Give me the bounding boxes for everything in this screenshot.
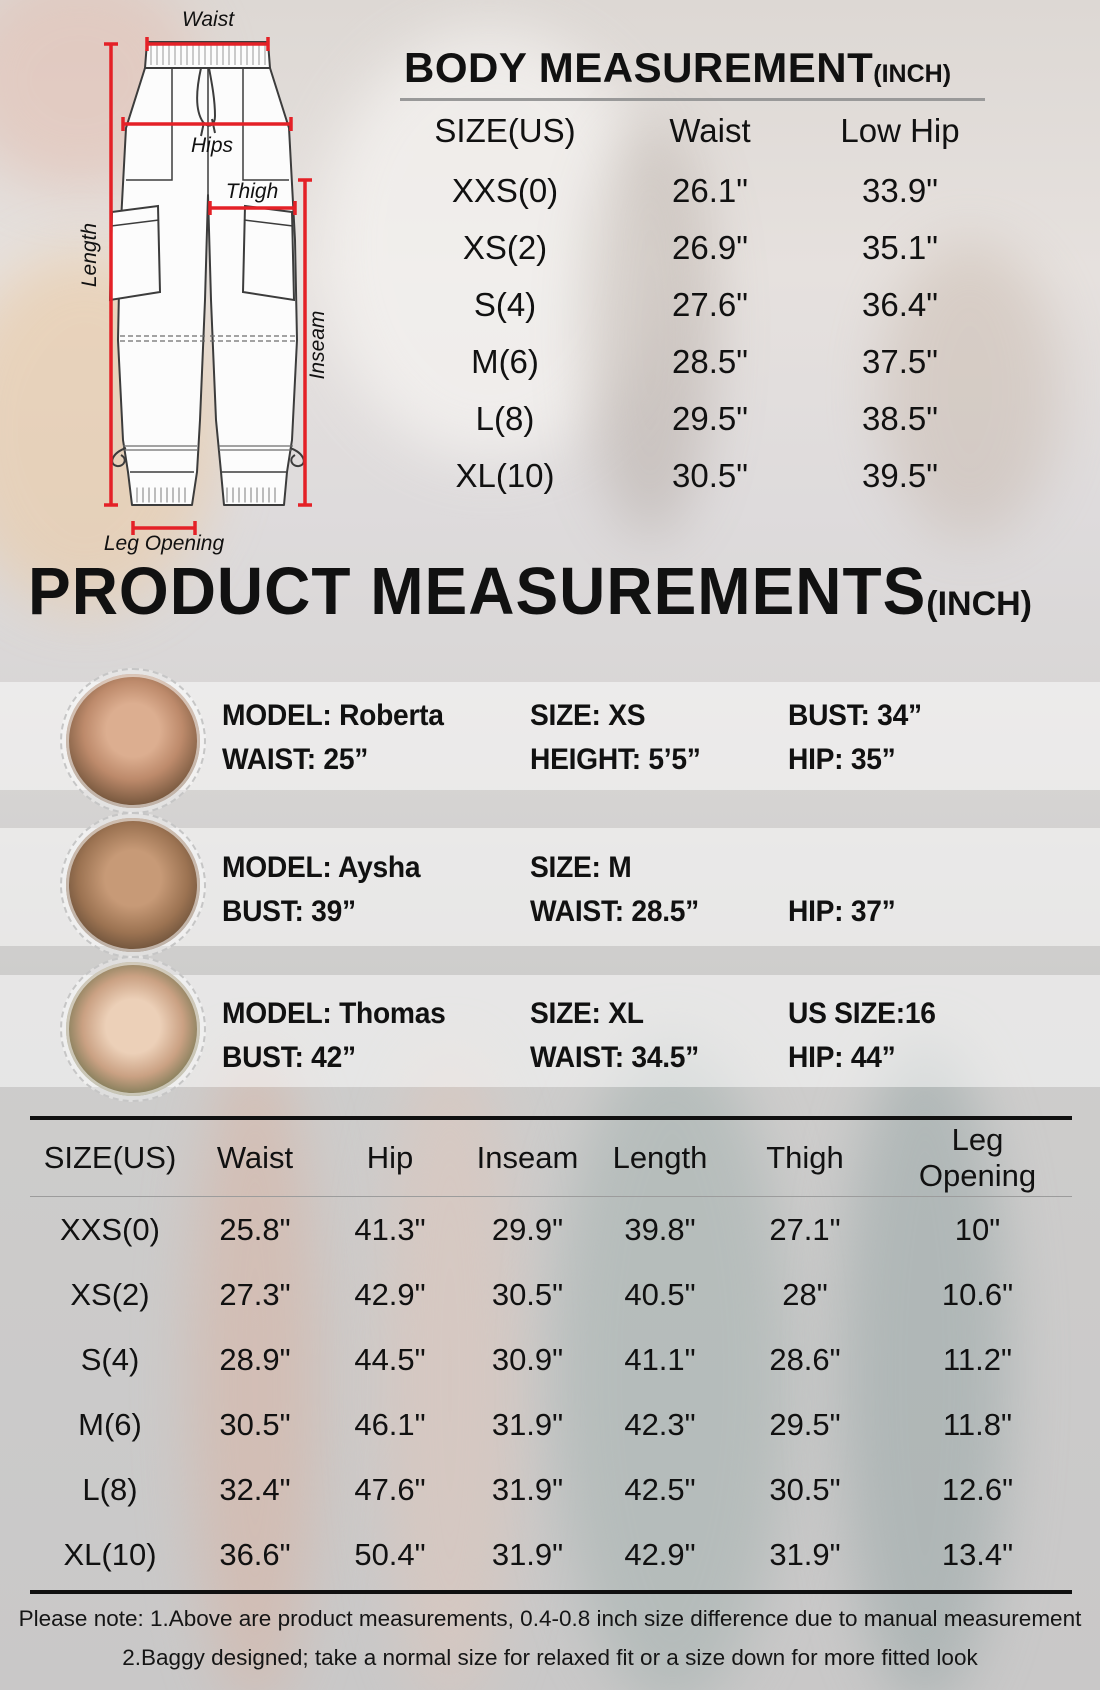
product-measurements-unit: (INCH) <box>926 585 1033 623</box>
hip-cell: 44.5" <box>354 1341 426 1377</box>
model-avatar <box>66 962 200 1096</box>
lowhip-cell: 36.4" <box>862 285 938 323</box>
model-photo-roberta <box>60 668 206 814</box>
model-bust: BUST: 42” <box>222 1041 356 1074</box>
leg-opening-label: Leg Opening <box>103 532 225 555</box>
thigh-cell: 29.5" <box>769 1406 841 1442</box>
thigh-label: Thigh <box>225 180 279 203</box>
size-cell: XXS(0) <box>451 171 559 209</box>
product-measurements-title-text: PRODUCT MEASUREMENTS <box>28 553 927 629</box>
legopening-cell: 12.6" <box>941 1471 1014 1507</box>
model-height: HEIGHT: 5’5” <box>530 743 701 776</box>
length-cell: 42.5" <box>624 1471 696 1507</box>
waist-cell: 28.5" <box>672 342 748 380</box>
lowhip-cell: 38.5" <box>862 399 938 437</box>
column-header: Length <box>612 1140 708 1175</box>
model-hip: HIP: 37” <box>788 895 896 928</box>
column-header: Waist <box>216 1140 294 1175</box>
model-size: SIZE: M <box>530 851 632 884</box>
model-size: SIZE: XL <box>530 997 644 1030</box>
size-cell: L(8) <box>82 1471 138 1507</box>
product-measurements-title <box>28 553 1033 630</box>
hip-cell: 46.1" <box>354 1406 426 1442</box>
legopening-cell: 11.8" <box>942 1406 1013 1442</box>
lowhip-cell: 35.1" <box>862 228 938 266</box>
size-cell: L(8) <box>475 399 535 437</box>
model-bust: BUST: 39” <box>222 895 356 928</box>
model-size: SIZE: XS <box>530 699 646 732</box>
waist-cell: 27.3" <box>219 1276 291 1312</box>
thigh-cell: 31.9" <box>769 1536 841 1572</box>
waist-cell: 26.9" <box>672 228 748 266</box>
model-row-3-col-1 <box>222 992 460 1080</box>
hip-cell: 50.4" <box>354 1536 426 1572</box>
model-row-3-col-2 <box>530 992 710 1080</box>
body-measurement-table <box>395 100 995 504</box>
model-hip: HIP: 44” <box>788 1041 896 1074</box>
model-avatar <box>66 818 200 952</box>
waist-cell: 26.1" <box>672 171 748 209</box>
size-cell: XS(2) <box>462 228 548 266</box>
legopening-cell: 10" <box>954 1211 1001 1247</box>
column-header: SIZE(US) <box>434 112 576 149</box>
waist-cell: 30.5" <box>672 456 748 494</box>
length-cell: 42.9" <box>624 1536 696 1572</box>
model-photo-aysha <box>60 812 206 958</box>
pants-diagram <box>60 0 340 555</box>
thigh-cell: 28.6" <box>769 1341 841 1377</box>
inseam-cell: 30.9" <box>491 1341 564 1377</box>
length-label: Length <box>78 222 101 288</box>
size-cell: XS(2) <box>70 1276 150 1312</box>
model-row-2-col-1 <box>222 846 433 934</box>
waist-cell: 36.6" <box>219 1536 291 1572</box>
legopening-cell: 10.6" <box>941 1276 1014 1312</box>
waist-cell: 30.5" <box>219 1406 291 1442</box>
waist-cell: 32.4" <box>219 1471 291 1507</box>
model-name: MODEL: Roberta <box>222 699 444 732</box>
model-row-2-col-3 <box>788 846 902 934</box>
waist-cell: 28.9" <box>219 1341 291 1377</box>
size-cell: S(4) <box>473 285 537 323</box>
model-row-2-col-2 <box>530 846 710 934</box>
size-cell: XXS(0) <box>60 1211 160 1247</box>
model-hip: HIP: 35” <box>788 743 896 776</box>
size-cell: XL(10) <box>455 456 555 494</box>
model-row-1-col-3 <box>788 694 930 782</box>
waist-label: Waist <box>181 8 235 31</box>
size-cell: M(6) <box>78 1406 142 1442</box>
length-cell: 42.3" <box>624 1406 696 1442</box>
hip-cell: 42.9" <box>354 1276 426 1312</box>
size-table-body <box>30 1197 1070 1587</box>
model-empty <box>788 846 895 890</box>
legopening-cell: 11.2" <box>942 1341 1013 1377</box>
waist-cell: 29.5" <box>672 399 748 437</box>
thigh-cell: 28" <box>782 1276 828 1312</box>
size-cell: M(6) <box>471 342 539 380</box>
model-photo-thomas <box>60 956 206 1102</box>
column-header: Leg Opening <box>918 1122 1037 1193</box>
model-us-size: US SIZE:16 <box>788 997 936 1030</box>
note-line-1: Please note: 1.Above are product measurements, 0.4-0.8 inch size difference due to manual measurement <box>18 1606 1082 1631</box>
column-header: Waist <box>669 112 751 149</box>
model-bust: BUST: 34” <box>788 699 922 732</box>
size-cell: S(4) <box>80 1341 140 1377</box>
body-measurement-title-text: BODY MEASUREMENT <box>404 44 874 91</box>
thigh-cell: 30.5" <box>769 1471 841 1507</box>
thigh-cell: 27.1" <box>769 1211 841 1247</box>
hips-label: Hips <box>190 134 234 157</box>
inseam-cell: 29.9" <box>491 1211 564 1247</box>
table-bottom-rule <box>30 1590 1072 1594</box>
model-row-1-col-2 <box>530 694 711 782</box>
hip-cell: 41.3" <box>354 1211 426 1247</box>
model-waist: WAIST: 28.5” <box>530 895 700 928</box>
length-cell: 39.8" <box>624 1211 696 1247</box>
inseam-cell: 31.9" <box>491 1406 564 1442</box>
model-row-3-col-3 <box>788 992 945 1080</box>
size-cell: XL(10) <box>63 1536 157 1572</box>
column-header: Low Hip <box>840 112 960 149</box>
inseam-label: Inseam <box>306 310 329 380</box>
column-header: Thigh <box>766 1140 844 1175</box>
model-waist: WAIST: 34.5” <box>530 1041 700 1074</box>
model-avatar <box>66 674 200 808</box>
column-header: SIZE(US) <box>43 1140 177 1175</box>
size-table-header <box>30 1120 1070 1196</box>
column-header: Hip <box>366 1140 414 1175</box>
body-measurement-title <box>404 44 951 92</box>
lowhip-cell: 33.9" <box>862 171 938 209</box>
note-line-2: 2.Baggy designed; take a normal size for relaxed fit or a size down for more fitted look <box>122 1645 978 1670</box>
lowhip-cell: 39.5" <box>862 456 938 494</box>
body-measurement-unit: (INCH) <box>873 60 952 88</box>
lowhip-cell: 37.5" <box>862 342 938 380</box>
column-header: Inseam <box>476 1140 579 1175</box>
inseam-cell: 30.5" <box>491 1276 564 1312</box>
inseam-cell: 31.9" <box>491 1471 564 1507</box>
model-row-1-col-1 <box>222 694 458 782</box>
model-waist: WAIST: 25” <box>222 743 369 776</box>
waist-cell: 27.6" <box>672 285 748 323</box>
length-cell: 41.1" <box>624 1341 696 1377</box>
model-name: MODEL: Aysha <box>222 851 421 884</box>
legopening-cell: 13.4" <box>941 1536 1014 1572</box>
hip-cell: 47.6" <box>354 1471 426 1507</box>
model-name: MODEL: Thomas <box>222 997 446 1030</box>
inseam-cell: 31.9" <box>491 1536 564 1572</box>
waist-cell: 25.8" <box>219 1211 291 1247</box>
length-cell: 40.5" <box>624 1276 696 1312</box>
